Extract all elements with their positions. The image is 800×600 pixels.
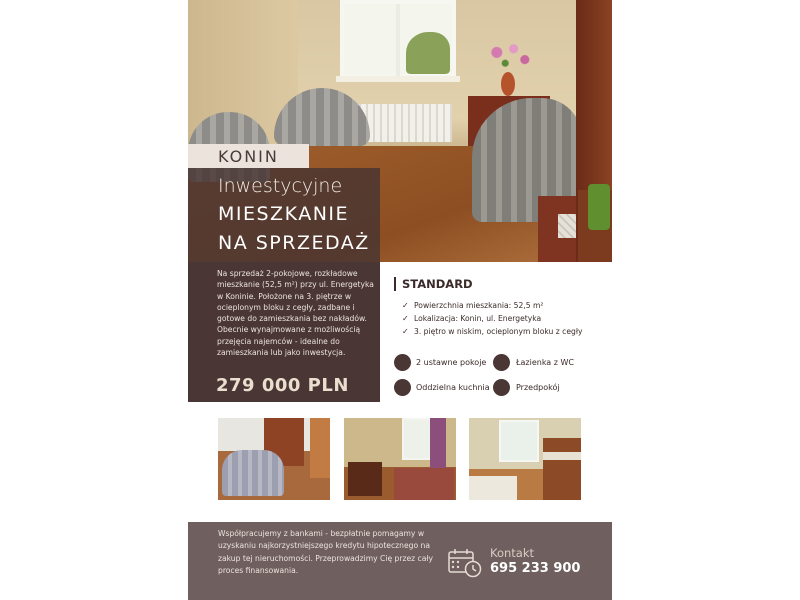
feature-item: ✓ Lokalizacja: Konin, ul. Energetyka bbox=[402, 314, 542, 323]
window-image bbox=[340, 0, 456, 78]
highlight-item: Oddzielna kuchnia bbox=[416, 383, 490, 392]
feature-item: ✓ 3. piętro w niskim, ocieplonym bloku z cegły bbox=[402, 327, 583, 336]
section-marker bbox=[394, 277, 396, 291]
flyer bbox=[188, 0, 612, 600]
title-line-1: Inwestycyjne bbox=[218, 175, 343, 197]
highlight-item: 2 ustawne pokoje bbox=[416, 358, 487, 367]
bullet-dot-icon bbox=[394, 379, 411, 396]
bullet-dot-icon bbox=[493, 354, 510, 371]
check-icon: ✓ bbox=[402, 314, 409, 323]
feature-item: ✓ Powierzchnia mieszkania: 52,5 m² bbox=[402, 301, 544, 310]
vase-image bbox=[501, 72, 515, 96]
bullet-dot-icon bbox=[394, 354, 411, 371]
check-icon: ✓ bbox=[402, 327, 409, 336]
photo-kitchen bbox=[469, 418, 581, 500]
footer-text: Współpracujemy z bankami - bezpłatnie pomagamy w uzyskaniu najkorzystniejszego kredytu hipotecznego na zakup tej nieruchomości. Przeprowadzimy Cię przez cały proces finansowania. bbox=[218, 529, 434, 576]
city-label: KONIN bbox=[218, 147, 279, 166]
price: 279 000 PLN bbox=[216, 375, 349, 396]
title-line-2: MIESZKANIE bbox=[218, 203, 350, 225]
photo-living-room bbox=[218, 418, 330, 500]
contact-label: Kontakt bbox=[490, 546, 535, 560]
city-tag bbox=[188, 144, 309, 168]
check-icon: ✓ bbox=[402, 301, 409, 310]
highlight-item: Łazienka z WC bbox=[516, 358, 574, 367]
flowers-image bbox=[480, 38, 536, 74]
bullet-dot-icon bbox=[493, 379, 510, 396]
description-text: Na sprzedaż 2-pokojowe, rozkładowe mieszkanie (52,5 m²) przy ul. Energetyka w Koninie. Położone na 3. piętrze w ocieplonym bloku z cegły, zadbane i gotowe do zamieszkania bez nakładów. Obecnie wynajmowane z możliwością przejęcia najemców - idealne do zamieszkania lub jako inwestycja. bbox=[217, 269, 374, 358]
calendar-clock-icon bbox=[448, 548, 482, 578]
contact-phone[interactable]: 695 233 900 bbox=[490, 561, 581, 576]
standard-heading: STANDARD bbox=[402, 277, 473, 291]
highlight-item: Przedpokój bbox=[516, 383, 560, 392]
photo-bedroom bbox=[344, 418, 456, 500]
title-line-3: NA SPRZEDAŻ bbox=[218, 232, 370, 254]
